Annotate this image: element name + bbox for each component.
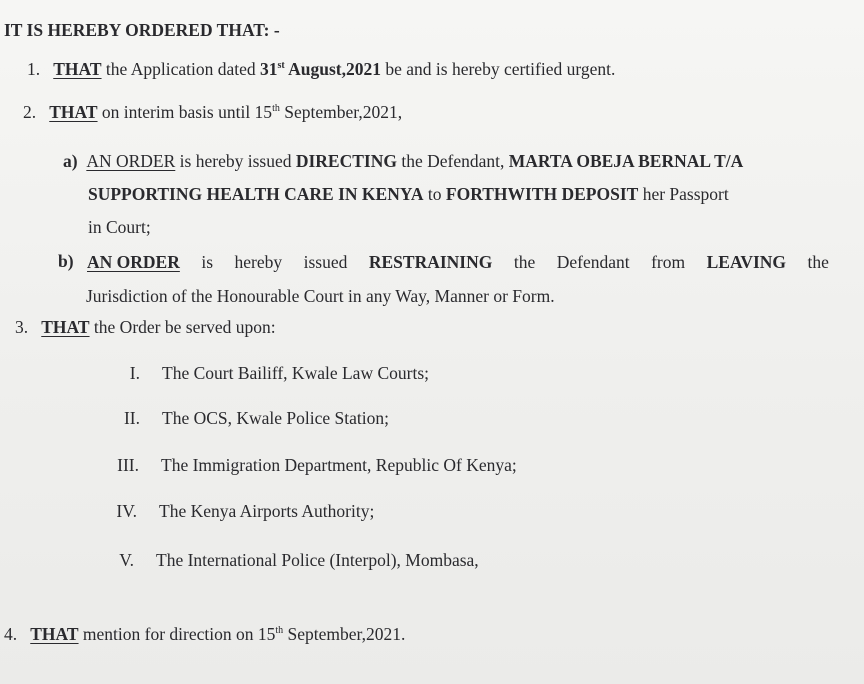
item-2b-text-b: Jurisdiction of the Honourable Court in any Way, Manner or Form.	[86, 286, 555, 306]
item-1-month-year: August,2021	[284, 59, 381, 79]
item-2a-text-b: the Defendant,	[396, 151, 509, 171]
recipient-item	[90, 549, 479, 571]
item-2-day-suffix: th	[272, 103, 280, 114]
item-2a-an-order: AN ORDER	[86, 151, 176, 171]
item-2b-word-issued: issued	[303, 252, 348, 272]
item-4-day-suffix: th	[275, 625, 284, 636]
order-item-2a-line-3	[88, 216, 151, 238]
item-2b-an-order: AN ORDER	[87, 252, 180, 272]
order-item-2	[23, 101, 402, 123]
order-item-1	[27, 58, 615, 80]
item-4-that: THAT	[30, 624, 79, 644]
item-2-number: 2.	[23, 102, 37, 122]
item-2a-text-c: to	[423, 184, 446, 204]
order-item-2b-line-2	[86, 285, 555, 307]
order-item-2a-line-1	[63, 150, 743, 172]
order-item-3	[15, 316, 276, 338]
item-2b-word-the-2: the	[807, 252, 829, 272]
item-2-that: THAT	[49, 102, 98, 122]
item-2a-business-name: SUPPORTING HEALTH CARE IN KENYA	[88, 184, 424, 204]
item-4-text-b: September,2021.	[283, 624, 406, 644]
item-2-text-b: September,2021,	[279, 102, 403, 122]
recipient-item	[93, 500, 374, 522]
item-2b-word-the: the	[513, 252, 536, 272]
item-2b-word-defendant: Defendant	[556, 252, 630, 272]
item-1-text-a: the Application dated	[101, 59, 260, 79]
recipient-item	[96, 362, 429, 384]
recipient-numeral: IV.	[116, 501, 137, 521]
item-2b-word-from: from	[651, 252, 686, 272]
item-2a-text-e: in Court;	[88, 217, 151, 237]
order-item-4	[4, 623, 405, 645]
item-3-text: the Order be served upon:	[89, 317, 276, 337]
recipient-text: The OCS, Kwale Police Station;	[162, 408, 389, 428]
order-heading	[4, 19, 280, 41]
order-item-2a-line-2	[88, 183, 729, 205]
recipient-numeral: I.	[129, 363, 140, 383]
item-2b-word-is: is	[201, 252, 214, 272]
item-2a-defendant-name: MARTA OBEJA BERNAL T/A	[508, 151, 744, 171]
item-1-day: 31	[259, 59, 278, 79]
order-item-2b-justified	[87, 251, 829, 273]
recipient-numeral: II.	[123, 408, 140, 428]
recipient-numeral: V.	[119, 550, 134, 570]
item-1-number: 1.	[27, 59, 41, 79]
recipient-text: The Court Bailiff, Kwale Law Courts;	[162, 363, 429, 383]
item-2a-text-d: her Passport	[638, 184, 729, 204]
item-2a-label: a)	[63, 151, 78, 171]
item-2b-restraining: RESTRAINING	[368, 252, 493, 272]
recipient-numeral: III.	[117, 455, 139, 475]
order-item-2b-line-1	[58, 250, 74, 272]
recipient-text: The Kenya Airports Authority;	[159, 501, 375, 521]
recipient-text: The International Police (Interpol), Mombasa,	[156, 550, 479, 570]
recipient-text: The Immigration Department, Republic Of Kenya;	[161, 455, 517, 475]
item-3-number: 3.	[15, 317, 29, 337]
item-1-text-b: be and is hereby certified urgent.	[381, 59, 616, 79]
recipient-item	[95, 454, 517, 476]
item-2a-forthwith-deposit: FORTHWITH DEPOSIT	[445, 184, 639, 204]
item-1-day-suffix: st	[277, 60, 285, 71]
recipient-item	[96, 407, 389, 429]
item-2-text-a: on interim basis until 15	[97, 102, 273, 122]
heading-text: IT IS HEREBY ORDERED THAT: -	[4, 20, 280, 40]
item-3-that: THAT	[41, 317, 90, 337]
item-4-number: 4.	[4, 624, 18, 644]
item-1-that: THAT	[53, 59, 102, 79]
item-2b-word-hereby: hereby	[234, 252, 283, 272]
item-2a-directing: DIRECTING	[295, 151, 397, 171]
item-2b-label: b)	[58, 251, 74, 271]
item-4-text-a: mention for direction on 15	[78, 624, 276, 644]
item-2a-text-a: is hereby issued	[175, 151, 296, 171]
item-2b-leaving: LEAVING	[706, 252, 787, 272]
